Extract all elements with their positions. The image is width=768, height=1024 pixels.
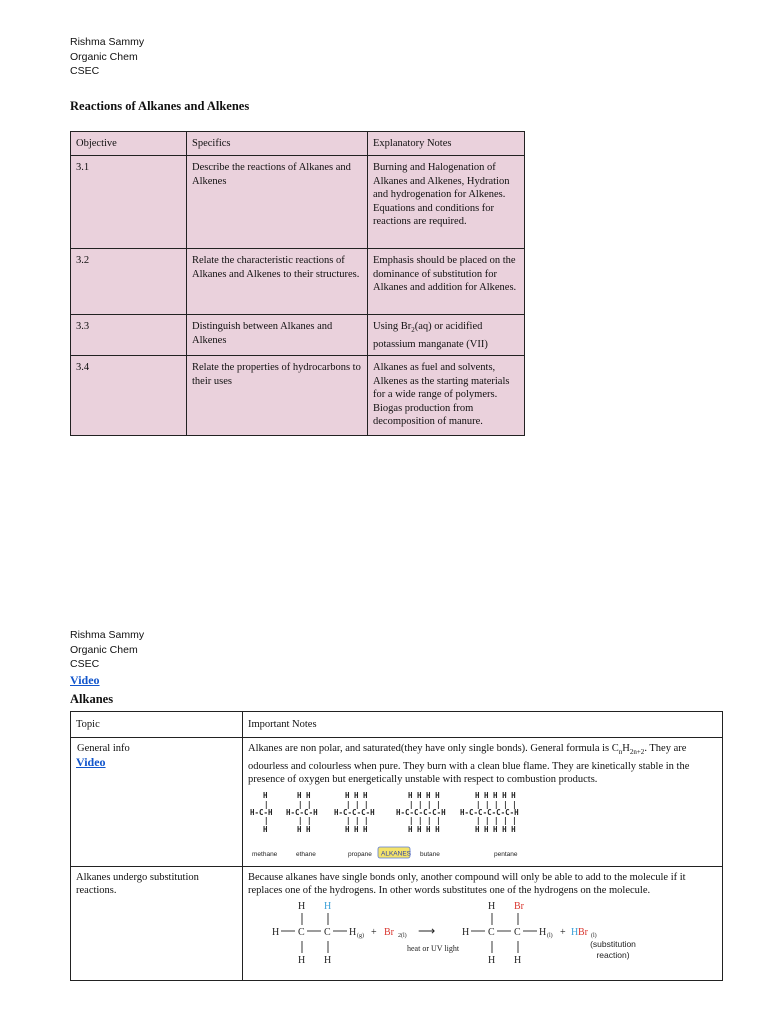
specifics-cell: Relate the properties of hydrocarbons to their uses bbox=[187, 356, 368, 436]
header-topic: Topic bbox=[71, 712, 243, 738]
page1-title: Reactions of Alkanes and Alkenes bbox=[70, 99, 250, 113]
specifics-cell: Relate the characteristic reactions of Alkanes and Alkenes to their structures. bbox=[187, 249, 368, 315]
svg-text:C: C bbox=[514, 926, 521, 938]
objectives-table bbox=[70, 131, 525, 436]
objective-cell: 3.3 bbox=[71, 315, 187, 356]
notes-cell: Emphasis should be placed on the dominance of substitution for Alkanes and addition for Alkenes. bbox=[368, 249, 525, 315]
svg-text:| |: | | bbox=[298, 815, 312, 825]
topic-text: General info bbox=[77, 743, 130, 754]
notes-cell: Burning and Halogenation of Alkanes and Alkenes, Hydration and hydrogenation for Alkenes. Equations and conditions for reactions are required. bbox=[368, 156, 525, 249]
notes-cell bbox=[243, 866, 723, 980]
svg-text:H-C-C-H: H-C-C-H bbox=[286, 807, 318, 817]
methane-structure bbox=[250, 791, 273, 834]
svg-text:| | | | |: | | | | | bbox=[476, 799, 517, 809]
bromine-state: 2(l) bbox=[398, 932, 407, 939]
substitution-equation bbox=[268, 899, 668, 975]
reaction-arrow: ⟶ bbox=[418, 923, 436, 938]
hbr-product: H bbox=[571, 926, 579, 938]
ethane-label: ethane bbox=[296, 850, 316, 858]
svg-text:H H H H: H H H H bbox=[408, 790, 440, 800]
substitution-text: Because alkanes have single bonds only, another compound will only be able to add to the molecule if it replaces one of the hydrogens. In other words substitutes one of the hydrogens on the molecule. bbox=[248, 871, 686, 897]
svg-text:C: C bbox=[298, 926, 305, 938]
header-objective: Objective bbox=[71, 132, 187, 156]
svg-text:H: H bbox=[263, 790, 268, 800]
h-liquid-state: (l) bbox=[547, 932, 553, 939]
svg-text:H: H bbox=[298, 954, 306, 966]
svg-text:| | |: | | | bbox=[346, 815, 369, 825]
svg-text:C: C bbox=[488, 926, 495, 938]
svg-text:H H H: H H H bbox=[345, 790, 368, 800]
svg-text:H: H bbox=[539, 926, 547, 938]
objective-cell: 3.1 bbox=[71, 156, 187, 249]
notes-text: H bbox=[622, 743, 630, 754]
topic-cell bbox=[71, 738, 243, 867]
reaction-condition: heat or UV light bbox=[407, 943, 460, 953]
substitution-note-box bbox=[578, 939, 648, 969]
propane-label: propane bbox=[348, 850, 372, 858]
objective-cell: 3.4 bbox=[71, 356, 187, 436]
svg-text:H: H bbox=[488, 900, 496, 912]
video-link[interactable]: Video bbox=[70, 673, 100, 687]
notes-cell bbox=[368, 315, 525, 356]
plus-sign: + bbox=[371, 926, 377, 938]
table-row bbox=[71, 866, 723, 980]
notes-text: . They are odourless and colourless when pure. They burn with a clean blue flame. They are kinetically stable in the presence of oxygen but energetically unstable with respect to combustion products. bbox=[248, 743, 690, 786]
reactant-structure bbox=[272, 901, 364, 966]
svg-text:H: H bbox=[514, 954, 522, 966]
svg-text:C: C bbox=[324, 926, 331, 938]
general-info-text bbox=[248, 742, 717, 787]
topic-cell: Alkanes undergo substitution reactions. bbox=[71, 866, 243, 980]
methane-label: methane bbox=[252, 850, 278, 858]
butane-label: butane bbox=[420, 850, 440, 858]
author-name: Rishma Sammy bbox=[70, 36, 145, 48]
notes-text: Using Br bbox=[373, 321, 412, 332]
svg-text:H: H bbox=[324, 900, 332, 912]
svg-text:H H: H H bbox=[297, 824, 311, 834]
svg-text:H: H bbox=[462, 926, 470, 938]
alkane-structures-figure bbox=[248, 790, 548, 862]
notes-text: Alkanes are non polar, and saturated(they have only single bonds). General formula is C bbox=[248, 743, 619, 754]
substitution-note: (substitution reaction) bbox=[590, 938, 636, 960]
author-name: Rishma Sammy bbox=[70, 629, 145, 641]
svg-text:| | | | |: | | | | | bbox=[476, 815, 517, 825]
svg-text:H H: H H bbox=[297, 790, 311, 800]
h-gas-state: (g) bbox=[357, 932, 364, 939]
svg-text:H: H bbox=[324, 954, 332, 966]
header-notes: Explanatory Notes bbox=[368, 132, 525, 156]
table-row bbox=[71, 249, 525, 315]
table-header-row bbox=[71, 132, 525, 156]
svg-text:H: H bbox=[488, 954, 496, 966]
specifics-cell: Distinguish between Alkanes and Alkenes bbox=[187, 315, 368, 356]
bromine-reagent: Br bbox=[384, 926, 394, 938]
propane-structure bbox=[334, 791, 375, 834]
svg-text:H H H H H: H H H H H bbox=[475, 824, 516, 834]
notes-subscript: 2n+2 bbox=[629, 748, 645, 757]
svg-text:H-C-H: H-C-H bbox=[250, 807, 273, 817]
table-row bbox=[71, 738, 723, 867]
product-structure bbox=[462, 901, 553, 966]
general-info-video-link[interactable]: Video bbox=[76, 754, 106, 769]
svg-text:H-C-C-C-C-H: H-C-C-C-C-H bbox=[396, 807, 446, 817]
butane-structure bbox=[396, 791, 446, 834]
pentane-label: pentane bbox=[494, 850, 518, 858]
alkanes-table bbox=[70, 711, 723, 981]
svg-text:Br: Br bbox=[514, 900, 524, 912]
course-name: Organic Chem bbox=[70, 50, 138, 63]
notes-text: (aq) or acidified potassium manganate (VII) bbox=[373, 321, 488, 350]
table-row bbox=[71, 156, 525, 249]
page2-header bbox=[70, 628, 144, 672]
notes-subscript: 2 bbox=[411, 326, 415, 335]
svg-text:H: H bbox=[263, 824, 268, 834]
exam-name: CSEC bbox=[70, 65, 100, 77]
page2-title: Alkanes bbox=[70, 692, 114, 706]
pentane-structure bbox=[460, 791, 519, 834]
svg-text:H: H bbox=[272, 926, 280, 938]
svg-text:H-C-C-C-C-C-H: H-C-C-C-C-C-H bbox=[460, 807, 519, 817]
course-name: Organic Chem bbox=[70, 643, 138, 656]
svg-text:H H H H H: H H H H H bbox=[475, 790, 516, 800]
notes-cell: Alkanes as fuel and solvents, Alkenes as the starting materials for a wide range of polymers. Biogas production from decomposition of manure. bbox=[368, 356, 525, 436]
svg-text:| | |: | | | bbox=[346, 799, 369, 809]
header-important-notes: Important Notes bbox=[243, 712, 723, 738]
ethane-structure bbox=[286, 791, 318, 834]
svg-text:|: | bbox=[264, 815, 269, 825]
specifics-cell: Describe the reactions of Alkanes and Alkenes bbox=[187, 156, 368, 249]
notes-cell bbox=[243, 738, 723, 867]
table-row bbox=[71, 315, 525, 356]
svg-text:H H H: H H H bbox=[345, 824, 368, 834]
alkanes-tag-label: ALKANES bbox=[381, 850, 411, 858]
svg-text:H: H bbox=[349, 926, 357, 938]
table-header-row bbox=[71, 712, 723, 738]
objective-cell: 3.2 bbox=[71, 249, 187, 315]
plus-sign-2: + bbox=[560, 926, 566, 938]
exam-name: CSEC bbox=[70, 658, 100, 670]
page1-header bbox=[70, 35, 144, 79]
svg-text:|: | bbox=[264, 799, 269, 809]
hbr-product-br: Br bbox=[578, 926, 588, 938]
table-row bbox=[71, 356, 525, 436]
svg-text:H: H bbox=[298, 900, 306, 912]
svg-text:| | | |: | | | | bbox=[409, 815, 441, 825]
svg-text:H-C-C-C-H: H-C-C-C-H bbox=[334, 807, 375, 817]
svg-text:| |: | | bbox=[298, 799, 312, 809]
svg-text:| | | |: | | | | bbox=[409, 799, 441, 809]
svg-text:H H H H: H H H H bbox=[408, 824, 440, 834]
notes-subscript: n bbox=[618, 748, 623, 757]
hbr-state: (l) bbox=[591, 932, 597, 939]
header-specifics: Specifics bbox=[187, 132, 368, 156]
